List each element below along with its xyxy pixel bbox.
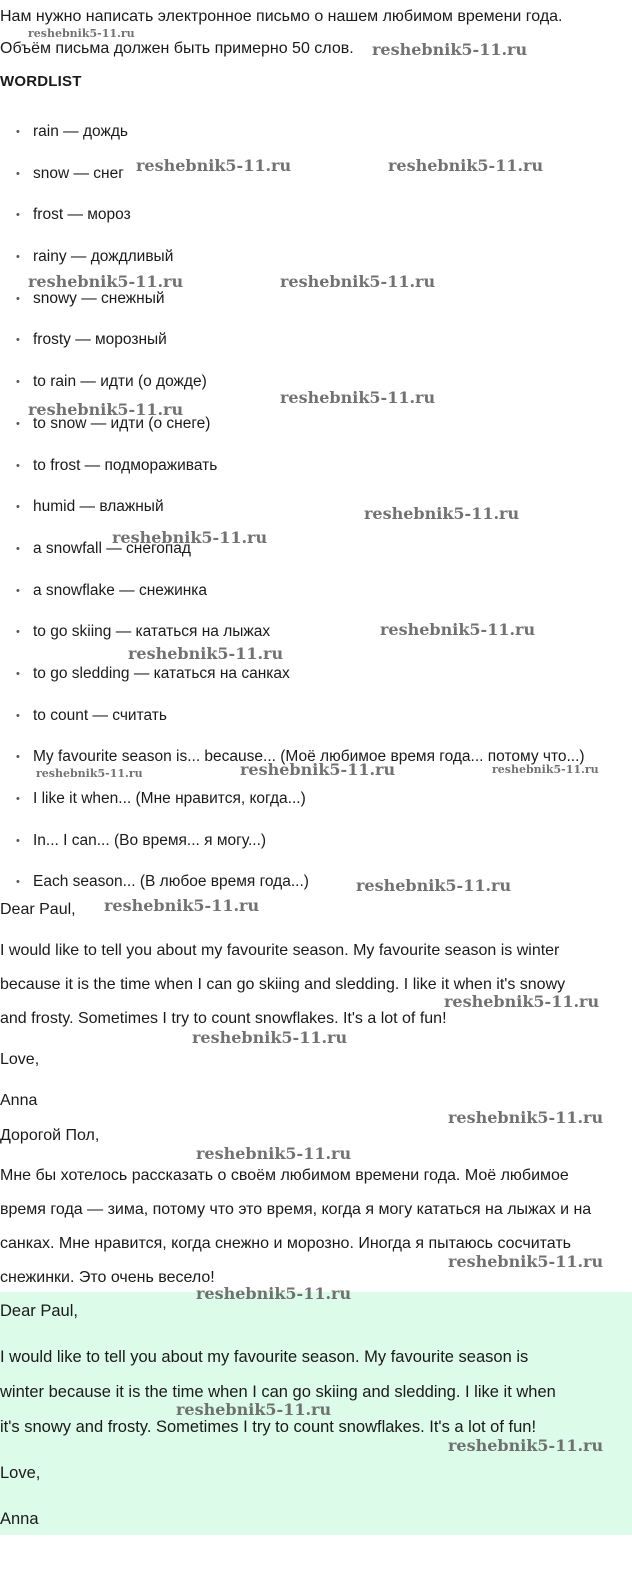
- answer-signature: Anna: [0, 1510, 39, 1528]
- answer-greeting: Dear Paul,: [0, 1302, 78, 1320]
- letter-ru-line: снежинки. Это очень весело!: [0, 1269, 215, 1286]
- letter-en-closing: Love,: [0, 1051, 40, 1068]
- watermark: reshebnik5-11.ru: [356, 876, 512, 895]
- watermark: reshebnik5-11.ru: [380, 620, 536, 639]
- answer-line: I would like to tell you about my favourite season. My favourite season is: [0, 1348, 529, 1366]
- list-item: • humid — влажный: [0, 497, 632, 539]
- list-item: • rainy — дождливый: [0, 247, 632, 289]
- answer-closing: Love,: [0, 1464, 41, 1482]
- watermark: reshebnik5-11.ru: [196, 1284, 352, 1303]
- list-item: • frost — мороз: [0, 205, 632, 247]
- watermark: reshebnik5-11.ru: [104, 896, 260, 915]
- watermark: reshebnik5-11.ru: [280, 388, 436, 407]
- intro-line-1: Нам нужно написать электронное письмо о нашем любимом времени года.: [0, 8, 563, 25]
- watermark: reshebnik5-11.ru: [176, 1400, 332, 1419]
- watermark: reshebnik5-11.ru: [388, 156, 544, 175]
- watermark: reshebnik5-11.ru: [448, 1436, 604, 1455]
- answer-line: it's snowy and frosty. Sometimes I try to count snowflakes. It's a lot of fun!: [0, 1418, 537, 1436]
- list-item: • to frost — подмораживать: [0, 456, 632, 498]
- watermark: reshebnik5-11.ru: [364, 504, 520, 523]
- list-item: • to count — считать: [0, 706, 632, 748]
- list-item: • I like it when... (Мне нравится, когда...): [0, 789, 632, 831]
- list-item: • to snow — идти (о снеге): [0, 414, 632, 456]
- wordlist-heading: WORDLIST: [0, 73, 82, 90]
- letter-en-line: I would like to tell you about my favourite season. My favourite season is winter: [0, 942, 560, 959]
- watermark: reshebnik5-11.ru: [196, 1144, 352, 1163]
- wordlist: [0, 122, 632, 914]
- watermark: reshebnik5-11.ru: [112, 528, 268, 547]
- list-item: • a snowflake — снежинка: [0, 581, 632, 623]
- list-item: • to go sledding — кататься на санках: [0, 664, 632, 706]
- list-item: • to go skiing — кататься на лыжах: [0, 622, 632, 664]
- watermark: reshebnik5-11.ru: [28, 400, 184, 419]
- letter-en-signature: Anna: [0, 1092, 38, 1109]
- letter-en-greeting: Dear Paul,: [0, 901, 76, 918]
- letter-ru-line: Мне бы хотелось рассказать о своём любимом времени года. Моё любимое: [0, 1167, 569, 1184]
- list-item: • rain — дождь: [0, 122, 632, 164]
- letter-en-line: and frosty. Sometimes I try to count snowflakes. It's a lot of fun!: [0, 1010, 447, 1027]
- watermark: reshebnik5-11.ru: [240, 760, 396, 779]
- watermark: reshebnik5-11.ru: [280, 272, 436, 291]
- watermark: reshebnik5-11.ru: [492, 763, 599, 776]
- watermark: reshebnik5-11.ru: [192, 1028, 348, 1047]
- watermark: reshebnik5-11.ru: [448, 1108, 604, 1127]
- watermark: reshebnik5-11.ru: [28, 272, 184, 291]
- intro-line-2: Объём письма должен быть примерно 50 слов.: [0, 40, 354, 57]
- list-item: • snowy — снежный: [0, 289, 632, 331]
- list-item: • Each season... (В любое время года...): [0, 872, 632, 914]
- list-item: • a snowfall — снегопад: [0, 539, 632, 581]
- list-item: • snow — снег: [0, 164, 632, 206]
- list-item: • to rain — идти (о дожде): [0, 372, 632, 414]
- watermark: reshebnik5-11.ru: [128, 644, 284, 663]
- watermark: reshebnik5-11.ru: [36, 767, 143, 780]
- letter-ru-line: время года — зима, потому что это время, когда я могу кататься на лыжах и на: [0, 1201, 592, 1218]
- watermark: reshebnik5-11.ru: [28, 27, 135, 40]
- letter-en-line: because it is the time when I can go skiing and sledding. I like it when it's snowy: [0, 976, 566, 993]
- letter-ru-greeting: Дорогой Пол,: [0, 1127, 100, 1144]
- watermark: reshebnik5-11.ru: [444, 992, 600, 1011]
- watermark: reshebnik5-11.ru: [136, 156, 292, 175]
- watermark: reshebnik5-11.ru: [448, 1252, 604, 1271]
- list-item: • My favourite season is... because... (Моё любимое время года... потому что...): [0, 747, 632, 789]
- answer-line: winter because it is the time when I can go skiing and sledding. I like it when: [0, 1383, 556, 1401]
- list-item: • frosty — морозный: [0, 330, 632, 372]
- list-item: • In... I can... (Во время... я могу...): [0, 831, 632, 873]
- watermark: reshebnik5-11.ru: [372, 40, 528, 59]
- letter-ru-line: санках. Мне нравится, когда снежно и морозно. Иногда я пытаюсь сосчитать: [0, 1235, 571, 1252]
